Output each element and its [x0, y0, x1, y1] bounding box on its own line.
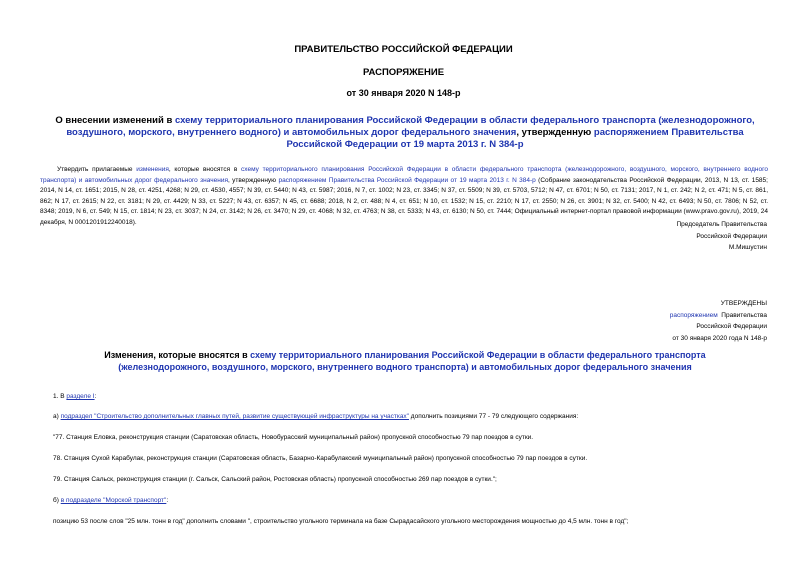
- changes-scheme-link[interactable]: схему территориального планирования Российской Федерации в области федерального транспорта (железнодорожного, воздушного, морского, внутреннего водного транспорта) и автомобильных дорог федерального значения: [118, 350, 706, 372]
- approved-date: от 30 января 2020 года N 148-р: [672, 334, 767, 342]
- title-scheme-link[interactable]: схему территориального планирования Российской Федерации в области федерального транспорта (железнодорожного, воздушного, морского, внутреннего водного) и автомобильных дорог федерального значения: [66, 115, 755, 138]
- signature-position: Председатель Правительства: [676, 221, 767, 228]
- order-link[interactable]: распоряжением Правительства Российской Федерации от 19 марта 2013 г. N 384-р: [278, 176, 536, 184]
- position-78: 78. Станция Сухой Карабулак, реконструкция станции (Саратовская область, Базарно-Карабулакский муниципальный район) пропускной способностью 79 пар поездов в сутки.: [53, 455, 588, 462]
- document-date: от 30 января 2020 N 148-р: [346, 88, 461, 98]
- item-1: 1. В разделе I:: [53, 393, 97, 400]
- approved-order-link[interactable]: распоряжением: [669, 311, 718, 319]
- position-79: 79. Станция Сальск, реконструкция станции (г. Сальск, Сальский район, Ростовская область) пропускной способностью 269 пар поездов в сутки.";: [53, 476, 497, 483]
- body-text: Утвердить прилагаемые: [57, 166, 137, 173]
- position-53-ref: позицию 53: [53, 518, 88, 525]
- government-heading: ПРАВИТЕЛЬСТВО РОССИЙСКОЙ ФЕДЕРАЦИИ: [294, 44, 513, 55]
- signature-name: М.Мишустин: [728, 244, 767, 251]
- scheme-link[interactable]: схему территориального планирования Российской Федерации в области федерального транспорта (железнодорожного, воздушного, морского, внутреннего водного транспорта) и автомобильных дорог федерального значения: [40, 166, 768, 184]
- title-order-link[interactable]: распоряжением Правительства Российской Федерации от 19 марта 2013 г. N 384-р: [286, 127, 744, 150]
- signature-org: Российской Федерации: [696, 232, 767, 240]
- approved-label: УТВЕРЖДЕНЫ: [720, 300, 767, 307]
- signature-block: [676, 219, 767, 254]
- approval-stamp: [670, 298, 767, 344]
- approved-org: Российской Федерации: [696, 323, 767, 330]
- title-text: О внесении изменений в: [55, 115, 175, 126]
- document-type: РАСПОРЯЖЕНИЕ: [362, 67, 445, 78]
- body-text: , которые вносятся в: [168, 166, 242, 173]
- approved-order-line: распоряжением Правительства: [669, 311, 767, 319]
- changes-link[interactable]: изменения: [136, 166, 169, 173]
- position-53: позицию 53 после слов "25 млн. тонн в год" дополнить словами ", строительство угольного терминала на базе Сырадасайского угольного месторождения мощностью до 4,5 млн. тонн в год";: [53, 518, 629, 525]
- title-text: , утвержденную: [516, 127, 594, 138]
- subsection-tracks-link[interactable]: подраздел "Строительство дополнительных главных путей, развитие существующей инфраструктуры на участках": [60, 413, 409, 420]
- body-text: , утвержденную: [227, 176, 279, 184]
- item-a: а) подраздел "Строительство дополнительных главных путей, развитие существующей инфраструктуры на участках" дополнить позициями 77 - 79 следующего содержания:: [53, 413, 579, 420]
- section-1-link[interactable]: разделе I: [66, 393, 95, 400]
- position-77: "77. Станция Еловка, реконструкция станции (Саратовская область, Новобурасский муниципальный район) пропускной способностью 79 пар поездов в сутки.: [53, 434, 534, 441]
- body-text: (Собрание законодательства Российской Федерации, 2013, N 13, ст. 1585; 2014, N 14, ст. 1651; 2015, N 28, ст. 4251, 4268; N 29, ст. 4530, 4557; N 39, ст. 5440; N 43, ст. 5987; 2016, N 7, ст. 1002; N 23, ст. 3345; N 37, ст. 5509; N 39, ст. 5703, 5712; N 47, ст. 6701; N 50, ст. 7131; 2017, N 1, ст. 242; N 2, ст. 471; N 5, ст. 861, 862; N 17, ст. 2615; N 22, ст. 3181; N 29, ст. 4429; N 33, ст. 5227; N 43, ст. 6357; N 45, ст. 6688; 2018, N 2, ст. 488; N 4, ст. 651; N 10, ст. 1532; N 15, ст. 2210; N 17, ст. 2550; N 26, ст. 3901; N 32, ст. 5400; N 42, ст. 6493; N 50, ст. 7806; N 52, ст. 8348; 2019, N 6, ст. 549; N 15, ст. 1814; N 23, ст. 3037; N 24, ст. 3142; N 26, ст. 3470; N 29, ст. 4068; N 32, ст. 4763; N 38, ст. 5333; N 43, ст. 6130; N 50, ст. 7444; Официальный интернет-портал правовой информации (www.pravo.gov.ru), 2019, 24 декабря, N 0001201912240018).: [40, 176, 768, 226]
- changes-title: [60, 349, 750, 373]
- item-b: б) в подразделе "Морской транспорт":: [53, 497, 169, 504]
- resolution-body: [40, 165, 768, 228]
- subsection-maritime-link[interactable]: в подразделе "Морской транспорт": [60, 497, 167, 504]
- document-title: [50, 115, 760, 151]
- changes-title-text: Изменения, которые вносятся в: [104, 350, 251, 360]
